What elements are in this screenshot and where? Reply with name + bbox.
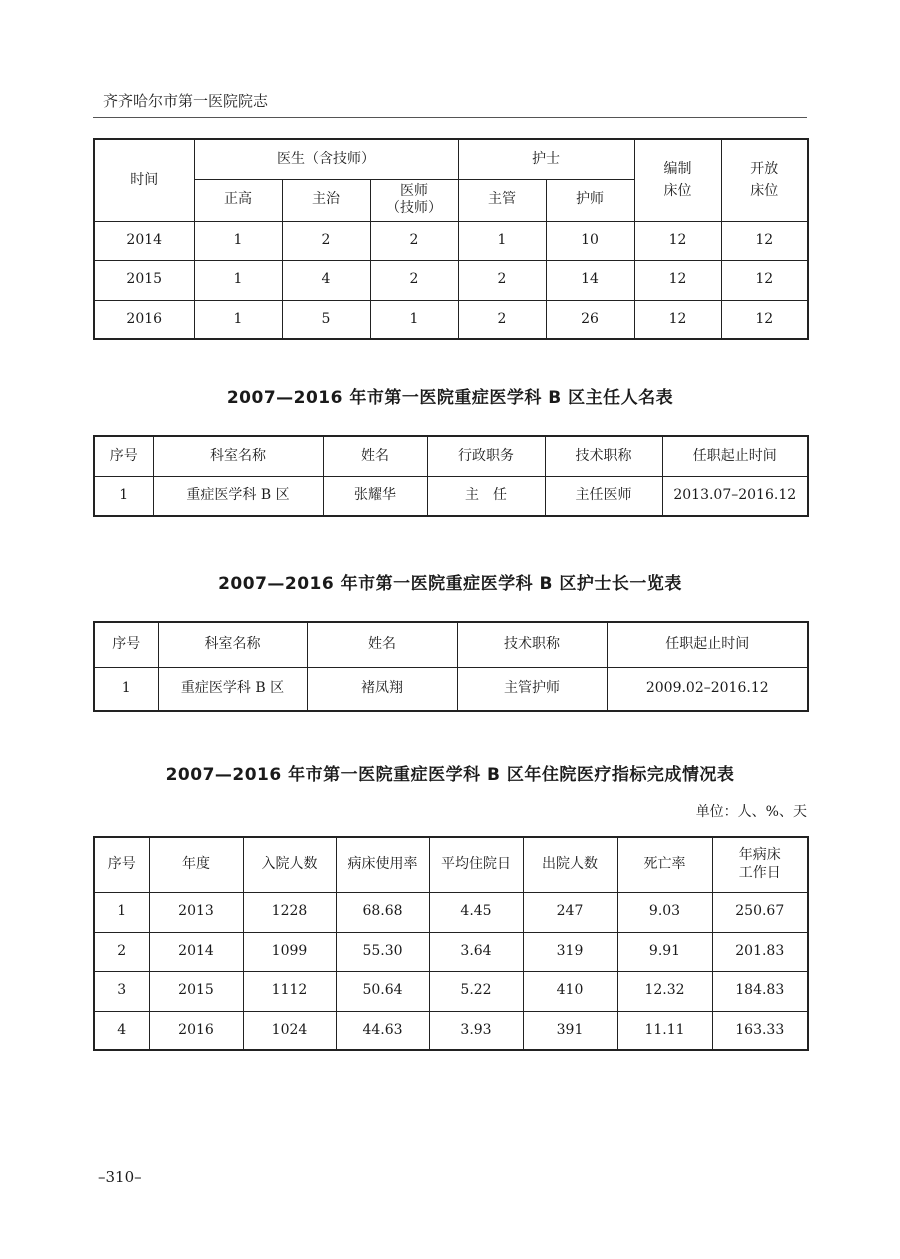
cell-zhenggao: 1 <box>194 300 282 339</box>
cell-bed-days: 201.83 <box>712 932 808 971</box>
cell-year: 2015 <box>149 971 243 1011</box>
header-admin-title: 行政职务 <box>427 436 545 476</box>
table-row <box>94 476 808 516</box>
book-title: 齐齐哈尔市第一医院院志 <box>103 92 269 110</box>
header-name: 姓名 <box>323 436 427 476</box>
cell-zhenggao: 1 <box>194 260 282 300</box>
cell-name: 张耀华 <box>323 476 427 516</box>
cell-year: 2014 <box>149 932 243 971</box>
cell-yishi: 2 <box>370 221 458 260</box>
header-year: 年度 <box>149 837 243 892</box>
cell-hushi: 14 <box>546 260 634 300</box>
cell-kaifang: 12 <box>721 260 808 300</box>
cell-admissions: 1112 <box>243 971 336 1011</box>
cell-zhuzhi: 5 <box>282 300 370 339</box>
cell-year: 2013 <box>149 892 243 932</box>
cell-admissions: 1024 <box>243 1011 336 1050</box>
cell-admissions: 1228 <box>243 892 336 932</box>
cell-year: 2016 <box>94 300 194 339</box>
staffing-table <box>93 138 809 340</box>
cell-zhuguan: 2 <box>458 300 546 339</box>
cell-avg-stay: 3.64 <box>429 932 523 971</box>
cell-zhuzhi: 2 <box>282 221 370 260</box>
header-name: 姓名 <box>307 622 457 667</box>
cell-period: 2009.02–2016.12 <box>607 667 808 711</box>
cell-no: 2 <box>94 932 149 971</box>
cell-admin-title: 主 任 <box>427 476 545 516</box>
cell-bianzhi: 12 <box>634 221 721 260</box>
cell-hushi: 26 <box>546 300 634 339</box>
header-bed-days: 年病床 工作日 <box>712 837 808 892</box>
cell-tech-title: 主任医师 <box>545 476 662 516</box>
head-nurse-table-title: 2007—2016 年市第一医院重症医学科 B 区护士长一览表 <box>218 574 682 594</box>
cell-avg-stay: 4.45 <box>429 892 523 932</box>
table-row <box>94 667 808 711</box>
cell-yishi: 1 <box>370 300 458 339</box>
cell-bed-days: 184.83 <box>712 971 808 1011</box>
cell-avg-stay: 3.93 <box>429 1011 523 1050</box>
header-hushi: 护师 <box>546 179 634 221</box>
header-tech-title: 技术职称 <box>545 436 662 476</box>
cell-year: 2014 <box>94 221 194 260</box>
cell-dept: 重症医学科 B 区 <box>153 476 323 516</box>
cell-no: 1 <box>94 892 149 932</box>
cell-death-rate: 11.11 <box>617 1011 712 1050</box>
cell-bed-usage: 44.63 <box>336 1011 429 1050</box>
cell-kaifang: 12 <box>721 221 808 260</box>
cell-yishi: 2 <box>370 260 458 300</box>
cell-year: 2016 <box>149 1011 243 1050</box>
cell-hushi: 10 <box>546 221 634 260</box>
header-no: 序号 <box>94 436 153 476</box>
header-divider <box>93 117 807 118</box>
cell-no: 1 <box>94 476 153 516</box>
header-avg-stay: 平均住院日 <box>429 837 523 892</box>
cell-discharges: 410 <box>523 971 617 1011</box>
indicator-table <box>93 836 809 1051</box>
cell-no: 3 <box>94 971 149 1011</box>
cell-discharges: 247 <box>523 892 617 932</box>
head-nurse-table <box>93 621 809 712</box>
cell-zhuguan: 2 <box>458 260 546 300</box>
cell-name: 褚凤翔 <box>307 667 457 711</box>
header-doctor-group: 医生（含技师） <box>194 139 458 179</box>
header-yishi: 医师 （技师） <box>370 179 458 221</box>
header-no: 序号 <box>94 837 149 892</box>
header-time: 时间 <box>94 139 194 221</box>
cell-bianzhi: 12 <box>634 300 721 339</box>
table-row <box>94 892 808 932</box>
cell-bed-usage: 50.64 <box>336 971 429 1011</box>
cell-discharges: 391 <box>523 1011 617 1050</box>
cell-year: 2015 <box>94 260 194 300</box>
cell-dept: 重症医学科 B 区 <box>158 667 307 711</box>
cell-death-rate: 9.91 <box>617 932 712 971</box>
cell-death-rate: 12.32 <box>617 971 712 1011</box>
unit-note: 单位：人、%、天 <box>695 804 807 820</box>
director-table <box>93 435 809 517</box>
cell-discharges: 319 <box>523 932 617 971</box>
table-row <box>94 300 808 339</box>
cell-tech-title: 主管护师 <box>457 667 607 711</box>
header-period: 任职起止时间 <box>607 622 808 667</box>
page-number: –310– <box>98 1168 142 1186</box>
cell-zhuzhi: 4 <box>282 260 370 300</box>
cell-bed-usage: 55.30 <box>336 932 429 971</box>
cell-bianzhi: 12 <box>634 260 721 300</box>
header-zhuguan: 主管 <box>458 179 546 221</box>
cell-death-rate: 9.03 <box>617 892 712 932</box>
header-dept: 科室名称 <box>158 622 307 667</box>
director-table-title: 2007—2016 年市第一医院重症医学科 B 区主任人名表 <box>226 388 674 408</box>
cell-zhuguan: 1 <box>458 221 546 260</box>
header-admissions: 入院人数 <box>243 837 336 892</box>
header-period: 任职起止时间 <box>662 436 808 476</box>
cell-admissions: 1099 <box>243 932 336 971</box>
cell-zhenggao: 1 <box>194 221 282 260</box>
table-row <box>94 971 808 1011</box>
indicator-table-title: 2007—2016 年市第一医院重症医学科 B 区年住院医疗指标完成情况表 <box>165 765 735 785</box>
cell-period: 2013.07–2016.12 <box>662 476 808 516</box>
cell-kaifang: 12 <box>721 300 808 339</box>
header-bed-usage: 病床使用率 <box>336 837 429 892</box>
table-row <box>94 1011 808 1050</box>
table-row <box>94 932 808 971</box>
header-kaifang-beds: 开放 床位 <box>721 139 808 221</box>
header-bianzhi-beds: 编制 床位 <box>634 139 721 221</box>
header-tech-title: 技术职称 <box>457 622 607 667</box>
header-zhuzhi: 主治 <box>282 179 370 221</box>
cell-no: 1 <box>94 667 158 711</box>
table-row <box>94 221 808 260</box>
cell-bed-usage: 68.68 <box>336 892 429 932</box>
header-dept: 科室名称 <box>153 436 323 476</box>
header-zhenggao: 正高 <box>194 179 282 221</box>
header-no: 序号 <box>94 622 158 667</box>
cell-bed-days: 163.33 <box>712 1011 808 1050</box>
cell-no: 4 <box>94 1011 149 1050</box>
cell-bed-days: 250.67 <box>712 892 808 932</box>
cell-avg-stay: 5.22 <box>429 971 523 1011</box>
header-death-rate: 死亡率 <box>617 837 712 892</box>
header-discharges: 出院人数 <box>523 837 617 892</box>
table-row <box>94 260 808 300</box>
header-nurse-group: 护士 <box>458 139 634 179</box>
